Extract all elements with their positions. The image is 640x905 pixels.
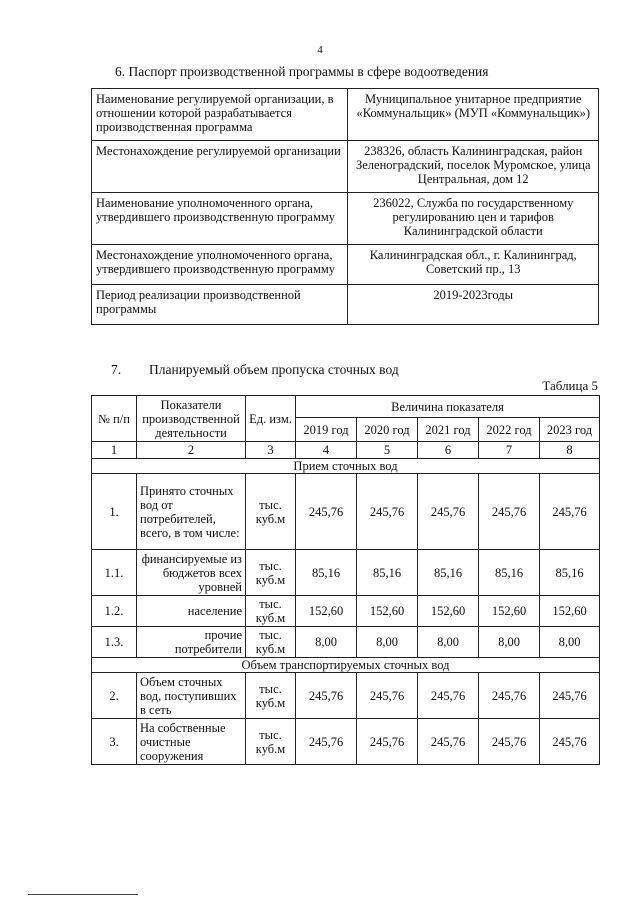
section-row (92, 459, 600, 474)
row-value: 85,16 (418, 550, 479, 596)
row-value: 85,16 (357, 550, 418, 596)
column-number-row (92, 442, 600, 459)
row-value: 8,00 (296, 627, 357, 658)
row-num: 1.3. (92, 627, 137, 658)
row-value: 245,76 (357, 719, 418, 765)
row-value: 245,76 (479, 673, 540, 719)
table-label: Таблица 5 (542, 378, 598, 393)
row-unit: тыс. куб.м (246, 719, 296, 765)
row-value: 245,76 (296, 719, 357, 765)
row-value: 245,76 (418, 673, 479, 719)
passport-row (92, 285, 599, 325)
column-number: 4 (296, 442, 357, 459)
passport-row (92, 89, 599, 141)
table-row (92, 627, 600, 658)
section-row (92, 658, 600, 673)
row-value: 152,60 (418, 596, 479, 627)
row-unit: тыс. куб.м (246, 596, 296, 627)
row-unit: тыс. куб.м (246, 474, 296, 550)
table-row (92, 596, 600, 627)
passport-value: Калининградская обл., г. Калининград, Советский пр., 13 (348, 245, 599, 285)
passport-row (92, 245, 599, 285)
header-indicator: Показатели производственной деятельности (137, 396, 246, 442)
footer-rule (28, 894, 138, 895)
row-num: 1.1. (92, 550, 137, 596)
row-value: 245,76 (296, 474, 357, 550)
table-row (92, 550, 600, 596)
header-row (92, 396, 600, 418)
row-value: 245,76 (540, 673, 600, 719)
header-year: 2021 год (418, 418, 479, 442)
row-name: Объем сточных вод, поступивших в сеть (137, 673, 246, 719)
header-year: 2019 год (296, 418, 357, 442)
row-value: 245,76 (479, 474, 540, 550)
passport-value: 2019-2023годы (348, 285, 599, 325)
table-row (92, 719, 600, 765)
row-value: 152,60 (479, 596, 540, 627)
row-value: 245,76 (540, 474, 600, 550)
row-value: 8,00 (357, 627, 418, 658)
row-value: 152,60 (357, 596, 418, 627)
row-value: 85,16 (296, 550, 357, 596)
row-value: 152,60 (540, 596, 600, 627)
header-year: 2022 год (479, 418, 540, 442)
passport-value: 236022, Служба по государственному регулированию цен и тарифов Калининградской области (348, 193, 599, 245)
section-title: Прием сточных вод (92, 459, 600, 474)
row-num: 1. (92, 474, 137, 550)
column-number: 2 (137, 442, 246, 459)
wastewater-volume-table (91, 395, 600, 765)
header-value-group: Величина показателя (296, 396, 600, 418)
column-number: 5 (357, 442, 418, 459)
passport-value: 238326, область Калининградская, район Зеленоградский, поселок Муромское, улица Центральная, дом 12 (348, 141, 599, 193)
program-passport-table (91, 88, 599, 325)
column-number: 3 (246, 442, 296, 459)
section-title: Объем транспортируемых сточных вод (92, 658, 600, 673)
row-name: финансируемые из бюджетов всех уровней (137, 550, 246, 596)
row-num: 1.2. (92, 596, 137, 627)
table-row (92, 474, 600, 550)
passport-row (92, 141, 599, 193)
passport-label: Наименование уполномоченного органа, утвердившего производственную программу (92, 193, 348, 245)
row-unit: тыс. куб.м (246, 550, 296, 596)
row-value: 245,76 (357, 673, 418, 719)
row-value: 245,76 (357, 474, 418, 550)
column-number: 8 (540, 442, 600, 459)
row-value: 245,76 (296, 673, 357, 719)
column-number: 7 (479, 442, 540, 459)
row-value: 8,00 (540, 627, 600, 658)
row-value: 8,00 (479, 627, 540, 658)
column-number: 1 (92, 442, 137, 459)
row-name: На собственные очистные сооружения (137, 719, 246, 765)
passport-label: Период реализации производственной программы (92, 285, 348, 325)
passport-label: Местонахождение регулируемой организации (92, 141, 348, 193)
row-num: 3. (92, 719, 137, 765)
header-year: 2023 год (540, 418, 600, 442)
row-value: 85,16 (479, 550, 540, 596)
row-value: 245,76 (479, 719, 540, 765)
column-number: 6 (418, 442, 479, 459)
row-value: 245,76 (418, 474, 479, 550)
row-num: 2. (92, 673, 137, 719)
section-7-title: Планируемый объем пропуска сточных вод (149, 362, 399, 377)
passport-value: Муниципальное унитарное предприятие «Коммунальщик» (МУП «Коммунальщик») (348, 89, 599, 141)
row-name: Принято сточных вод от потребителей, всего, в том числе: (137, 474, 246, 550)
row-value: 152,60 (296, 596, 357, 627)
row-unit: тыс. куб.м (246, 673, 296, 719)
section-6-heading: 6. Паспорт производственной программы в сфере водоотведения (115, 64, 489, 79)
passport-label: Местонахождение уполномоченного органа, утвердившего производственную программу (92, 245, 348, 285)
page-number: 4 (317, 44, 323, 56)
row-value: 8,00 (418, 627, 479, 658)
row-name: прочие потребители (137, 627, 246, 658)
row-value: 245,76 (418, 719, 479, 765)
row-value: 85,16 (540, 550, 600, 596)
table-row (92, 673, 600, 719)
header-num: № п/п (92, 396, 137, 442)
row-name: население (137, 596, 246, 627)
header-unit: Ед. изм. (246, 396, 296, 442)
passport-label: Наименование регулируемой организации, в отношении которой разрабатывается производственная программа (92, 89, 348, 141)
passport-row (92, 193, 599, 245)
section-7-heading (111, 362, 399, 378)
section-7-number: 7. (111, 362, 122, 377)
header-year: 2020 год (357, 418, 418, 442)
row-value: 245,76 (540, 719, 600, 765)
row-unit: тыс. куб.м (246, 627, 296, 658)
